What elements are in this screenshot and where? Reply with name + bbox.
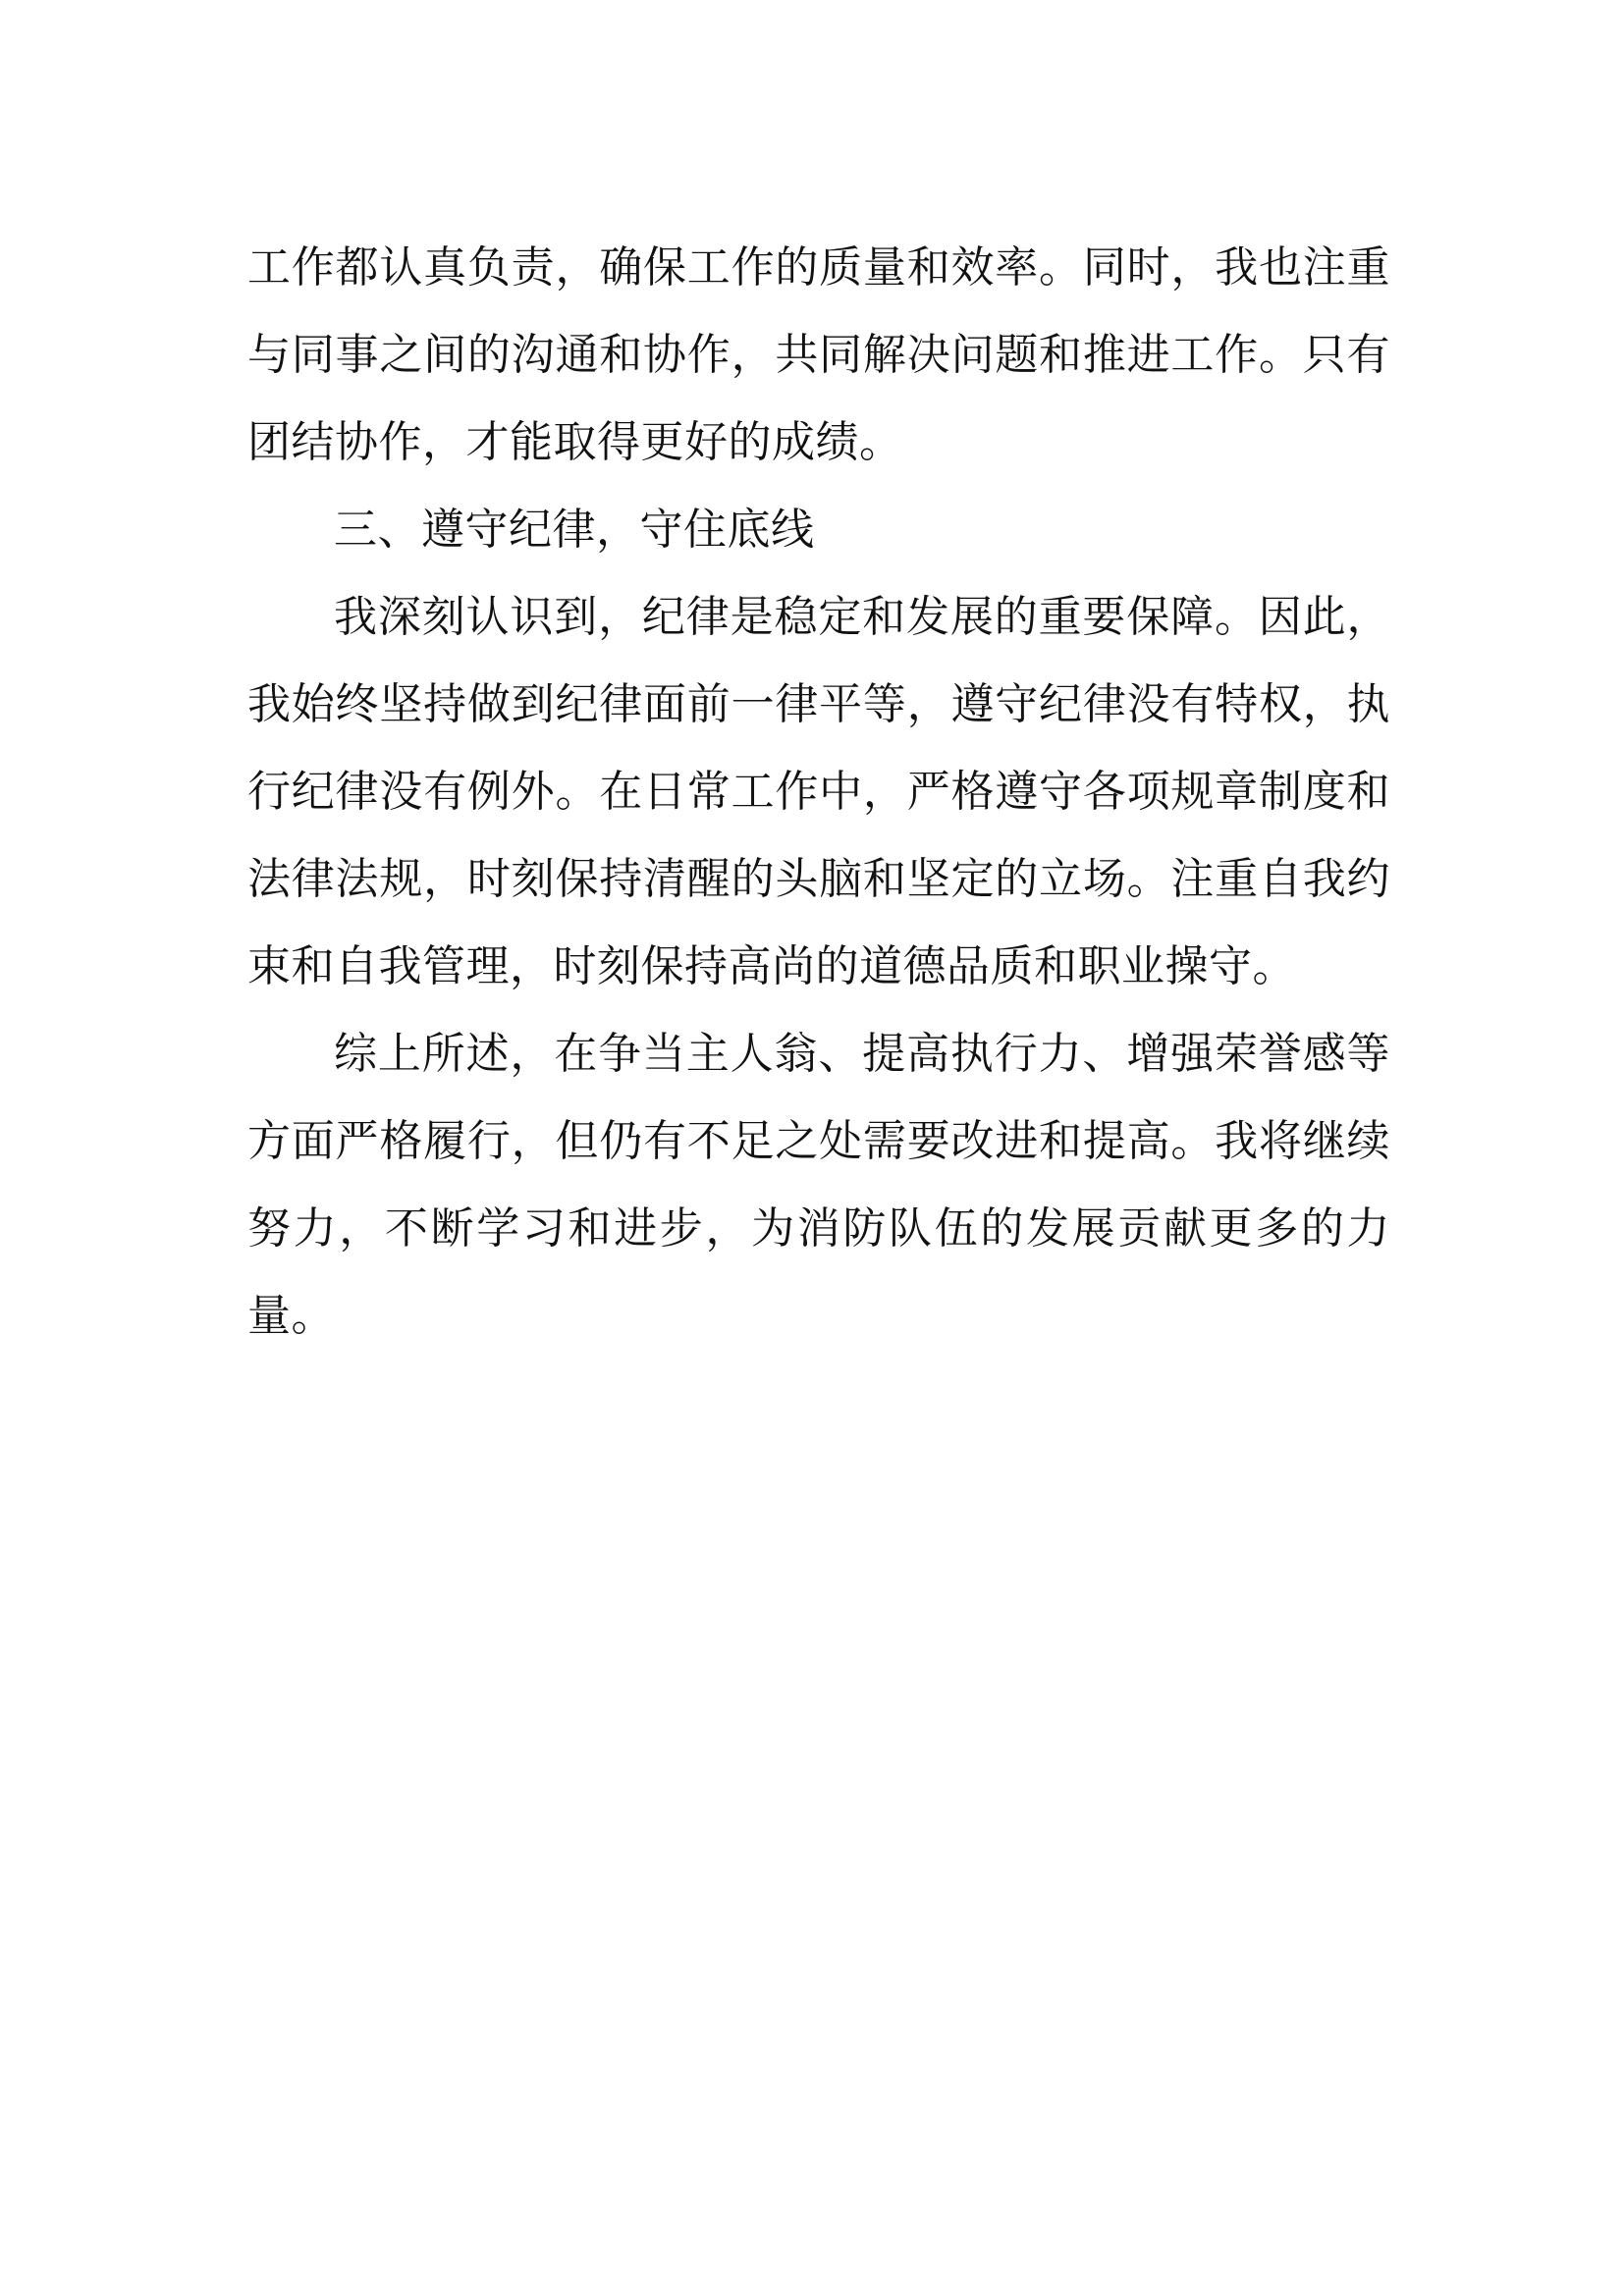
paragraph-conclusion: 综上所述，在争当主人翁、提高执行力、增强荣誉感等方面严格履行，但仍有不足之处需要改进和提高。我将继续努力，不断学习和进步，为消防队伍的发展贡献更多的力量。 (247, 1029, 1390, 1341)
paragraph-discipline: 我深刻认识到，纪律是稳定和发展的重要保障。因此，我始终坚持做到纪律面前一律平等，遵守纪律没有特权，执行纪律没有例外。在日常工作中，严格遵守各项规章制度和法律法规，时刻保持清醒的头脑和坚定的立场。注重自我约束和自我管理，时刻保持高尚的道德品质和职业操守。 (247, 592, 1390, 991)
document-body (247, 224, 1390, 1360)
paragraph-continuation: 工作都认真负责，确保工作的质量和效率。同时，我也注重与同事之间的沟通和协作，共同解决问题和推进工作。只有团结协作，才能取得更好的成绩。 (247, 242, 1390, 467)
section-heading: 三、遵守纪律，守住底线 (334, 505, 815, 555)
